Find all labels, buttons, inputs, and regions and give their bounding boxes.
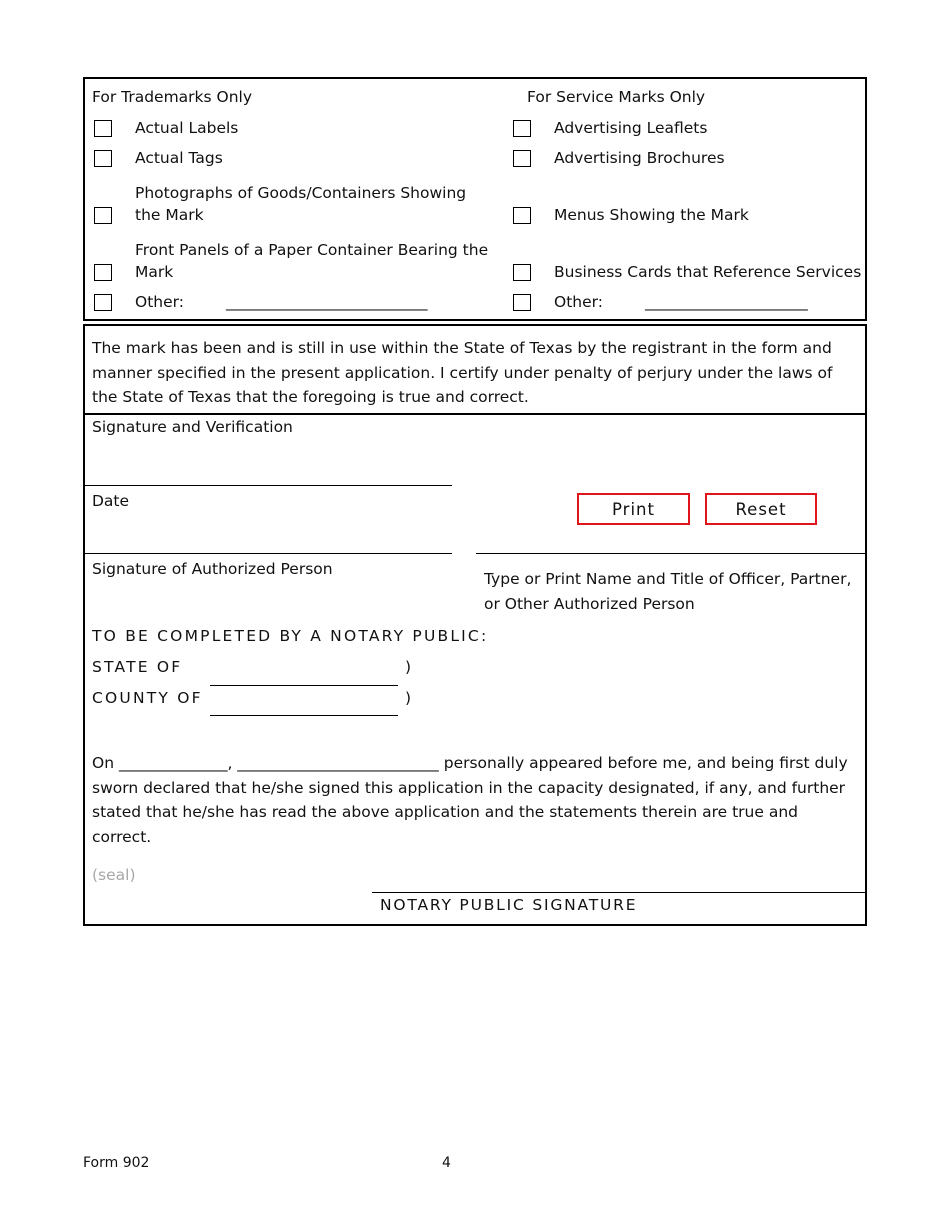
checkbox-advertising-brochures[interactable] — [513, 150, 531, 167]
notary-signature-line[interactable] — [372, 892, 866, 893]
seal-placeholder: (seal) — [92, 866, 136, 884]
form-name: Form 902 — [83, 1155, 150, 1171]
checkbox-service-other[interactable] — [513, 294, 531, 311]
divider — [83, 413, 867, 415]
notary-heading: TO BE COMPLETED BY A NOTARY PUBLIC: — [92, 627, 489, 645]
checkbox-front-panels[interactable] — [94, 264, 112, 281]
county-label: COUNTY OF — [92, 689, 203, 707]
trademarks-heading: For Trademarks Only — [92, 88, 253, 106]
signature-verification-heading: Signature and Verification — [92, 418, 293, 436]
notary-statement: On ______________, __________________________ personally appeared before me, and being first duly sworn declared that he/she signed this application in the capacity designated, if any, and further stated that he/she has read the above application and the statements therein are true and correct. — [92, 754, 848, 846]
state-paren: ) — [405, 658, 412, 676]
name-title-label: Type or Print Name and Title of Officer, Partner, or Other Authorized Person — [484, 570, 852, 613]
label-photographs: Photographs of Goods/Containers Showing the Mark — [135, 184, 467, 224]
date-line[interactable] — [85, 485, 452, 486]
label-actual-tags: Actual Tags — [135, 149, 223, 167]
label-business-cards: Business Cards that Reference Services — [554, 263, 862, 281]
notary-signature-label: NOTARY PUBLIC SIGNATURE — [380, 896, 638, 914]
page-number: 4 — [442, 1155, 451, 1171]
reset-button[interactable]: Reset — [705, 493, 817, 525]
signature-label: Signature of Authorized Person — [92, 560, 333, 578]
label-menus: Menus Showing the Mark — [554, 206, 749, 224]
state-field[interactable] — [210, 685, 398, 686]
declaration-text: The mark has been and is still in use within the State of Texas by the registrant in the form and manner specified in the present application. I certify under penalty of perjury under the laws of the State of Texas that the foregoing is true and correct. — [92, 339, 833, 406]
checkbox-actual-tags[interactable] — [94, 150, 112, 167]
service-other-field[interactable]: _____________________ — [645, 293, 808, 311]
label-service-other: Other: — [554, 293, 603, 311]
checkbox-menus[interactable] — [513, 207, 531, 224]
state-label: STATE OF — [92, 658, 183, 676]
checkbox-advertising-leaflets[interactable] — [513, 120, 531, 137]
checkbox-business-cards[interactable] — [513, 264, 531, 281]
checkbox-actual-labels[interactable] — [94, 120, 112, 137]
service-marks-heading: For Service Marks Only — [527, 88, 706, 106]
label-actual-labels: Actual Labels — [135, 119, 239, 137]
trademark-other-field[interactable]: __________________________ — [226, 293, 428, 311]
checkbox-trademark-other[interactable] — [94, 294, 112, 311]
label-advertising-brochures: Advertising Brochures — [554, 149, 725, 167]
checkbox-photographs[interactable] — [94, 207, 112, 224]
label-advertising-leaflets: Advertising Leaflets — [554, 119, 708, 137]
date-label: Date — [92, 492, 130, 510]
label-trademark-other: Other: — [135, 293, 184, 311]
label-front-panels: Front Panels of a Paper Container Bearing the Mark — [135, 241, 489, 281]
county-paren: ) — [405, 689, 412, 707]
signature-line[interactable] — [85, 553, 452, 554]
name-title-line[interactable] — [476, 553, 866, 554]
county-field[interactable] — [210, 715, 398, 716]
print-button[interactable]: Print — [577, 493, 690, 525]
